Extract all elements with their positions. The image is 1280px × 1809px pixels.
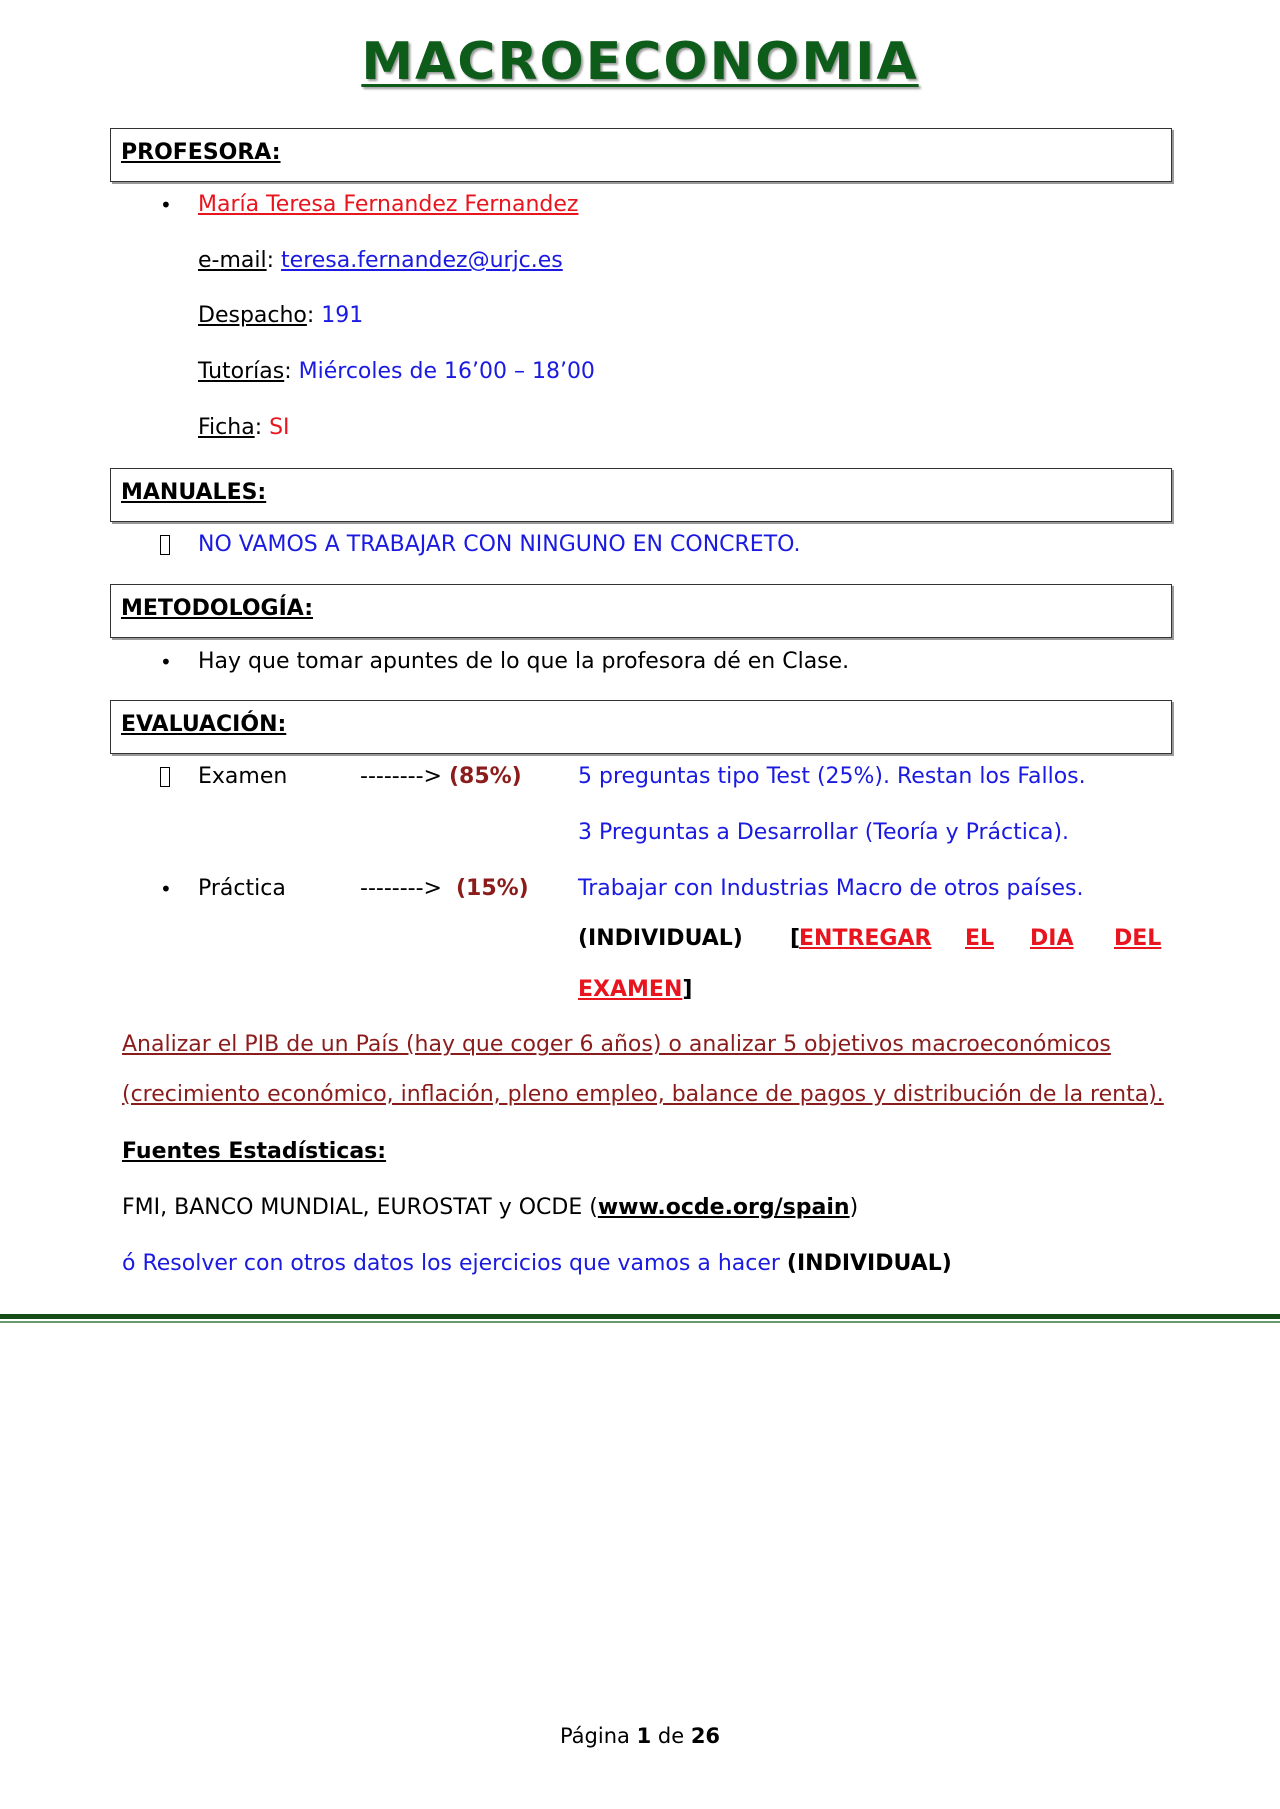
- email-row: e-mail: teresa.fernandez@urjc.es: [198, 248, 563, 273]
- section-box-evaluacion: [110, 700, 1172, 754]
- section-heading-manuales: MANUALES:: [121, 480, 267, 505]
- exam-label: Examen: [198, 764, 288, 789]
- sources-row: FMI, BANCO MUNDIAL, EUROSTAT y OCDE (www.ocde.org/spain): [122, 1195, 859, 1220]
- page-total: 26: [690, 1724, 721, 1748]
- deliver-word: DEL: [1114, 926, 1162, 951]
- bullet-icon: •: [160, 877, 172, 901]
- page-number: 1: [636, 1724, 652, 1748]
- sources-heading: Fuentes Estadísticas:: [122, 1139, 387, 1164]
- office-label: Despacho: [198, 303, 307, 328]
- manuales-text: NO VAMOS A TRABAJAR CON NINGUNO EN CONCRETO.: [198, 532, 801, 557]
- metodologia-text: Hay que tomar apuntes de lo que la profesora dé en Clase.: [198, 649, 850, 674]
- email-label: e-mail: [198, 248, 267, 273]
- deliver-last-row: [578, 976, 692, 1004]
- exam-line-2: 3 Preguntas a Desarrollar (Teoría y Práctica).: [578, 820, 1070, 845]
- deliver-last-word: EXAMEN: [578, 977, 683, 1002]
- sources-link[interactable]: www.ocde.org/spain: [597, 1195, 850, 1220]
- card-row: Ficha: SI: [198, 415, 290, 440]
- open-bracket: [: [790, 926, 801, 951]
- card-value: SI: [269, 415, 290, 440]
- square-bullet-icon: [160, 535, 170, 559]
- section-box-metodologia: [110, 584, 1172, 638]
- close-bracket: ]: [682, 977, 693, 1002]
- square-bullet-icon: [160, 767, 170, 791]
- bullet-icon: •: [160, 650, 172, 674]
- exam-line-1: 5 preguntas tipo Test (25%). Restan los Fallos.: [578, 764, 1086, 789]
- email-link[interactable]: teresa.fernandez@urjc.es: [281, 248, 563, 273]
- deliver-word: DIA: [1030, 926, 1074, 951]
- section-heading-profesora: PROFESORA:: [121, 140, 281, 165]
- card-label: Ficha: [198, 415, 255, 440]
- individual-label: (INDIVIDUAL): [578, 926, 743, 951]
- office-value: 191: [321, 303, 364, 328]
- section-box-profesora: [110, 128, 1172, 182]
- horizontal-rule-shadow: [0, 1321, 1280, 1323]
- analysis-line-2: (crecimiento económico, inflación, pleno empleo, balance de pagos y distribución de la renta).: [122, 1082, 1164, 1107]
- sources-text: FMI, BANCO MUNDIAL, EUROSTAT y OCDE (: [122, 1195, 598, 1220]
- section-heading-metodologia: METODOLOGÍA:: [121, 596, 314, 621]
- horizontal-rule: [0, 1314, 1280, 1319]
- tutoring-label: Tutorías: [198, 359, 285, 384]
- exam-percent: (85%): [448, 764, 522, 789]
- alternative-individual: (INDIVIDUAL): [786, 1251, 952, 1276]
- page-title: MACROECONOMIA: [361, 32, 919, 92]
- alternative-row: [122, 1250, 952, 1278]
- practice-arrow: --------> (15%): [360, 876, 529, 901]
- deliver-word: ENTREGAR: [799, 926, 932, 951]
- analysis-line-1: Analizar el PIB de un País (hay que coger 6 años) o analizar 5 objetivos macroeconómicos: [122, 1032, 1111, 1057]
- bullet-icon: •: [160, 193, 172, 217]
- deliver-word: EL: [965, 926, 995, 951]
- tutoring-value: Miércoles de 16’00 – 18’00: [298, 359, 595, 384]
- practice-percent: (15%): [455, 876, 529, 901]
- section-heading-evaluacion: EVALUACIÓN:: [121, 712, 287, 737]
- section-box-manuales: [110, 468, 1172, 522]
- office-row: Despacho: 191: [198, 303, 364, 328]
- alternative-text: ó Resolver con otros datos los ejercicios que vamos a hacer: [122, 1251, 780, 1276]
- practice-line-1: Trabajar con Industrias Macro de otros países.: [578, 876, 1084, 901]
- tutoring-row: Tutorías: Miércoles de 16’00 – 18’00: [198, 359, 595, 384]
- practice-label: Práctica: [198, 876, 286, 901]
- page-footer: Página 1 de 26: [559, 1724, 721, 1748]
- exam-arrow: --------> (85%): [360, 764, 522, 789]
- professor-name: María Teresa Fernandez Fernandez: [198, 192, 579, 217]
